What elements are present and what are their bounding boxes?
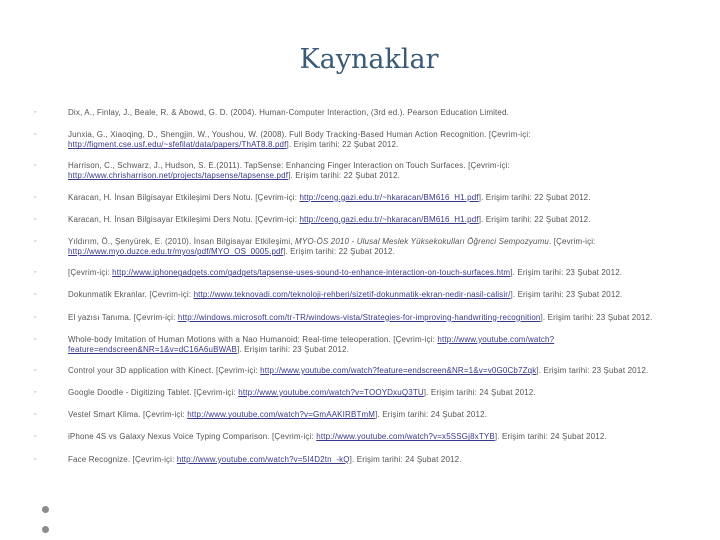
reference-link[interactable]: http://www.myo.duzce.edu.tr/myos/pdf/MYO_OS_0005.pdf [68,246,284,256]
reference-item [34,388,674,398]
bullet-icon: ◦ [34,131,37,139]
reference-link[interactable]: http://ceng.gazi.edu.tr/~hkaracan/BM616_H1.pdf [299,192,479,202]
reference-italic-title: MYO-ÖS 2010 - Ulusal Meslek Yüksekokulları Öğrenci Sempozyumu [295,236,550,246]
reference-link[interactable]: http://www.youtube.com/watch?feature=endscreen&NR=1&v=v0G0Cb7Zqk [260,365,537,375]
reference-access-date: ]. Erişim tarihi: 24 Şubat 2012. [494,432,607,442]
reference-text: . [Çevrim-içi: [549,236,596,246]
reference-link[interactable]: http://figment.cse.usf.edu/~sfefilat/data/papers/ThAT8.8.pdf [68,140,287,150]
reference-access-date: ]. Erişim tarihi: 23 Şubat 2012. [540,312,653,322]
page-title: Kaynaklar [299,44,439,75]
reference-link[interactable]: http://www.youtube.com/watch?v=5I4D2tn_-kQ [176,454,350,464]
reference-link[interactable]: http://windows.microsoft.com/tr-TR/windows-vista/Strategies-for-improving-handwriting-recognition [177,312,541,322]
reference-link[interactable]: http://www.youtube.com/watch?v=TOOYDxuQ3TU [238,388,424,398]
reference-item [34,290,674,300]
reference-item [34,313,674,323]
reference-item [34,108,674,118]
bullet-icon: ◦ [34,193,37,201]
reference-text: Whole-body Imitation of Human Motions with a Nao Humanoid: Real-time teleoperation. [Çevrim-içi: [68,334,435,344]
reference-link[interactable]: http://www.teknovadi.com/teknoloji-rehberi/sizetif-dokunmatik-ekran-nedir-nasil-calisir/ [193,290,511,300]
reference-item [34,161,674,181]
reference-item [34,432,674,442]
decorative-dot-icon [42,506,49,513]
bullet-icon: ◦ [34,162,37,170]
bullet-icon: ◦ [34,455,37,463]
reference-item [34,455,674,465]
reference-item [34,193,674,203]
reference-access-date: ]. Erişim tarihi: 23 Şubat 2012. [536,365,649,375]
reference-access-date: ]. Erişim tarihi: 24 Şubat 2012. [349,454,462,464]
reference-link[interactable]: http://ceng.gazi.edu.tr/~hkaracan/BM616_H1.pdf [299,214,479,224]
bullet-icon: ◦ [34,335,37,343]
reference-item [34,268,674,278]
reference-access-date: ]. Erişim tarihi: 23 Şubat 2012. [510,290,623,300]
reference-text: [Çevrim-içi: [68,268,110,278]
reference-text: Vestel Smart Klima. [Çevrim-içi: [68,410,185,420]
reference-link[interactable]: http://www.youtube.com/watch?v=x5SSGj8xTYB [316,432,495,442]
reference-text: Yıldırım, Ö., Şenyürek, E. (2010). İnsan Bilgisayar Etkileşimi, [68,236,293,246]
bullet-icon: ◦ [34,237,37,245]
reference-text: Dokunmatik Ekranlar. [Çevrim-içi: [68,290,192,300]
decorative-dot-icon [42,526,49,533]
reference-access-date: ]. Erişim tarihi: 22 Şubat 2012. [478,192,591,202]
reference-text: Karacan, H. İnsan Bilgisayar Etkileşimi Ders Notu. [Çevrim-içi: [68,214,298,224]
reference-text: Karacan, H. İnsan Bilgisayar Etkileşimi Ders Notu. [Çevrim-içi: [68,192,298,202]
bullet-icon: ◦ [34,433,37,441]
reference-access-date: ]. Erişim tarihi: 23 Şubat 2012. [510,268,623,278]
reference-item [34,130,674,150]
reference-text: Junxia, G., Xiaoqing, D., Shengjin, W., Youshou, W. (2008). Full Body Tracking-Based Human Action Recognition. [Çevrim-içi: [68,130,531,140]
reference-item [34,410,674,420]
reference-access-date: ]. Erişim tarihi: 23 Şubat 2012. [236,344,349,354]
reference-access-date: ]. Erişim tarihi: 22 Şubat 2012. [288,171,401,181]
reference-item [34,366,674,376]
bullet-icon: ◦ [34,411,37,419]
reference-access-date: ]. Erişim tarihi: 24 Şubat 2012. [375,410,488,420]
bullet-icon: ◦ [34,109,37,116]
bullet-icon: ◦ [34,215,37,223]
bullet-icon: ◦ [34,366,37,374]
reference-text: Control your 3D application with Kinect. [Çevrim-içi: [68,365,258,375]
reference-access-date: ]. Erişim tarihi: 22 Şubat 2012. [286,140,399,150]
reference-link[interactable]: http://www.youtube.com/watch?v=GmAAKIRBTmM [187,410,376,420]
reference-item [34,215,674,225]
reference-item [34,237,674,257]
bullet-icon: ◦ [34,269,37,277]
reference-text: iPhone 4S vs Galaxy Nexus Voice Typing Comparison. [Çevrim-içi: [68,432,314,442]
reference-link[interactable]: http://www.chrisharrison.net/projects/tapsense/tapsense.pdf [68,171,289,181]
reference-text: El yazısı Tanıma. [Çevrim-içi: [68,312,176,322]
reference-link[interactable]: http://www.youtube.com/watch?feature=endscreen&NR=1&v=dC16A6uBWAB [68,334,555,354]
reference-list [34,108,674,477]
reference-item [34,335,674,355]
bullet-icon: ◦ [34,313,37,321]
bullet-icon: ◦ [34,291,37,299]
reference-access-date: ]. Erişim tarihi: 22 Şubat 2012. [283,246,395,256]
reference-link[interactable]: http://www.iphonegadgets.com/gadgets/tapsense-uses-sound-to-enhance-interaction-on-touch-surfaces.htm [112,268,511,278]
reference-text: Dix, A., Finlay, J., Beale, R. & Abowd, G. D. (2004). Human-Computer Interaction, (3rd ed.). Pearson Education Limited. [68,108,510,117]
reference-text: Google Doodle - Digitizing Tablet. [Çevrim-içi: [68,388,236,398]
reference-text: Harrison, C., Schwarz, J., Hudson, S. E.(2011). TapSense: Enhancing Finger Interaction on Touch Surfaces. [Çevrim-içi: [68,161,510,171]
reference-access-date: ]. Erişim tarihi: 22 Şubat 2012. [478,214,591,224]
bullet-icon: ◦ [34,389,37,397]
reference-text: Face Recognize. [Çevrim-içi: [68,454,175,464]
reference-access-date: ]. Erişim tarihi: 24 Şubat 2012. [423,388,536,398]
